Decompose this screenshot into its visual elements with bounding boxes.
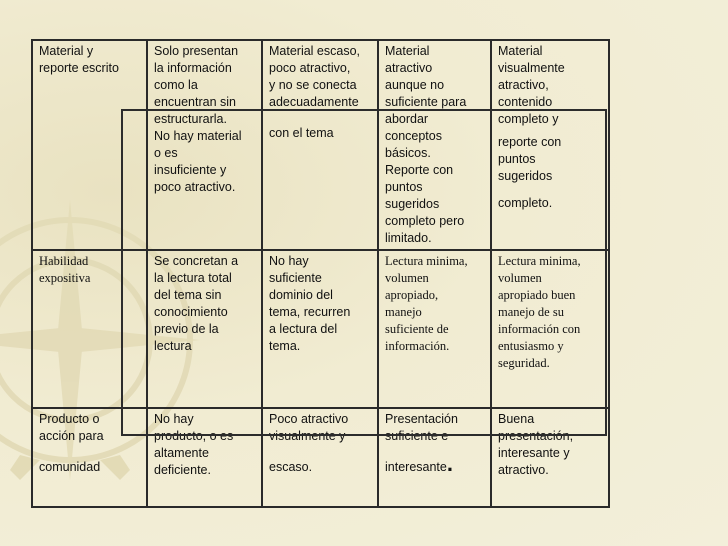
level-4-cell: Buena presentación, interesante y atractivo.: [491, 408, 609, 507]
level-3-cell: Material atractivo aunque no suficiente para abordar conceptos básicos. Reporte con puntos sugeridos completo pero limitado.: [378, 40, 491, 250]
criterion-cell: Producto o acción para comunidad: [32, 408, 147, 507]
level-4-cell: Lectura minima, volumen apropiado buen manejo de su información con entusiasmo y seguridad.: [491, 250, 609, 408]
rubric-table: [31, 39, 610, 508]
criterion-cell: Material y reporte escrito: [32, 40, 147, 250]
level-3-cell: Lectura minima, volumen apropiado, manejo suficiente de información.: [378, 250, 491, 408]
level-3-cell: Presentación suficiente e interesante.: [378, 408, 491, 507]
table-row-material-reporte: [32, 40, 609, 250]
criterion-cell: Habilidad expositiva: [32, 250, 147, 408]
level-2-cell: Poco atractivo visualmente y escaso.: [262, 408, 378, 507]
level-2-cell: No hay suficiente dominio del tema, recurren a lectura del tema.: [262, 250, 378, 408]
level-1-cell: Se concretan a la lectura total del tema sin conocimiento previo de la lectura: [147, 250, 262, 408]
table-row-producto-accion: [32, 408, 609, 507]
level-2-cell: Material escaso, poco atractivo, y no se conecta adecuadamente con el tema: [262, 40, 378, 250]
table-row-habilidad-expositiva: [32, 250, 609, 408]
level-4-cell: Material visualmente atractivo, contenido completo y reporte con puntos sugeridos completo.: [491, 40, 609, 250]
level-1-cell: Solo presentan la información como la encuentran sin estructurarla. No hay material o es insuficiente y poco atractivo.: [147, 40, 262, 250]
level-1-cell: No hay producto, o es altamente deficiente.: [147, 408, 262, 507]
